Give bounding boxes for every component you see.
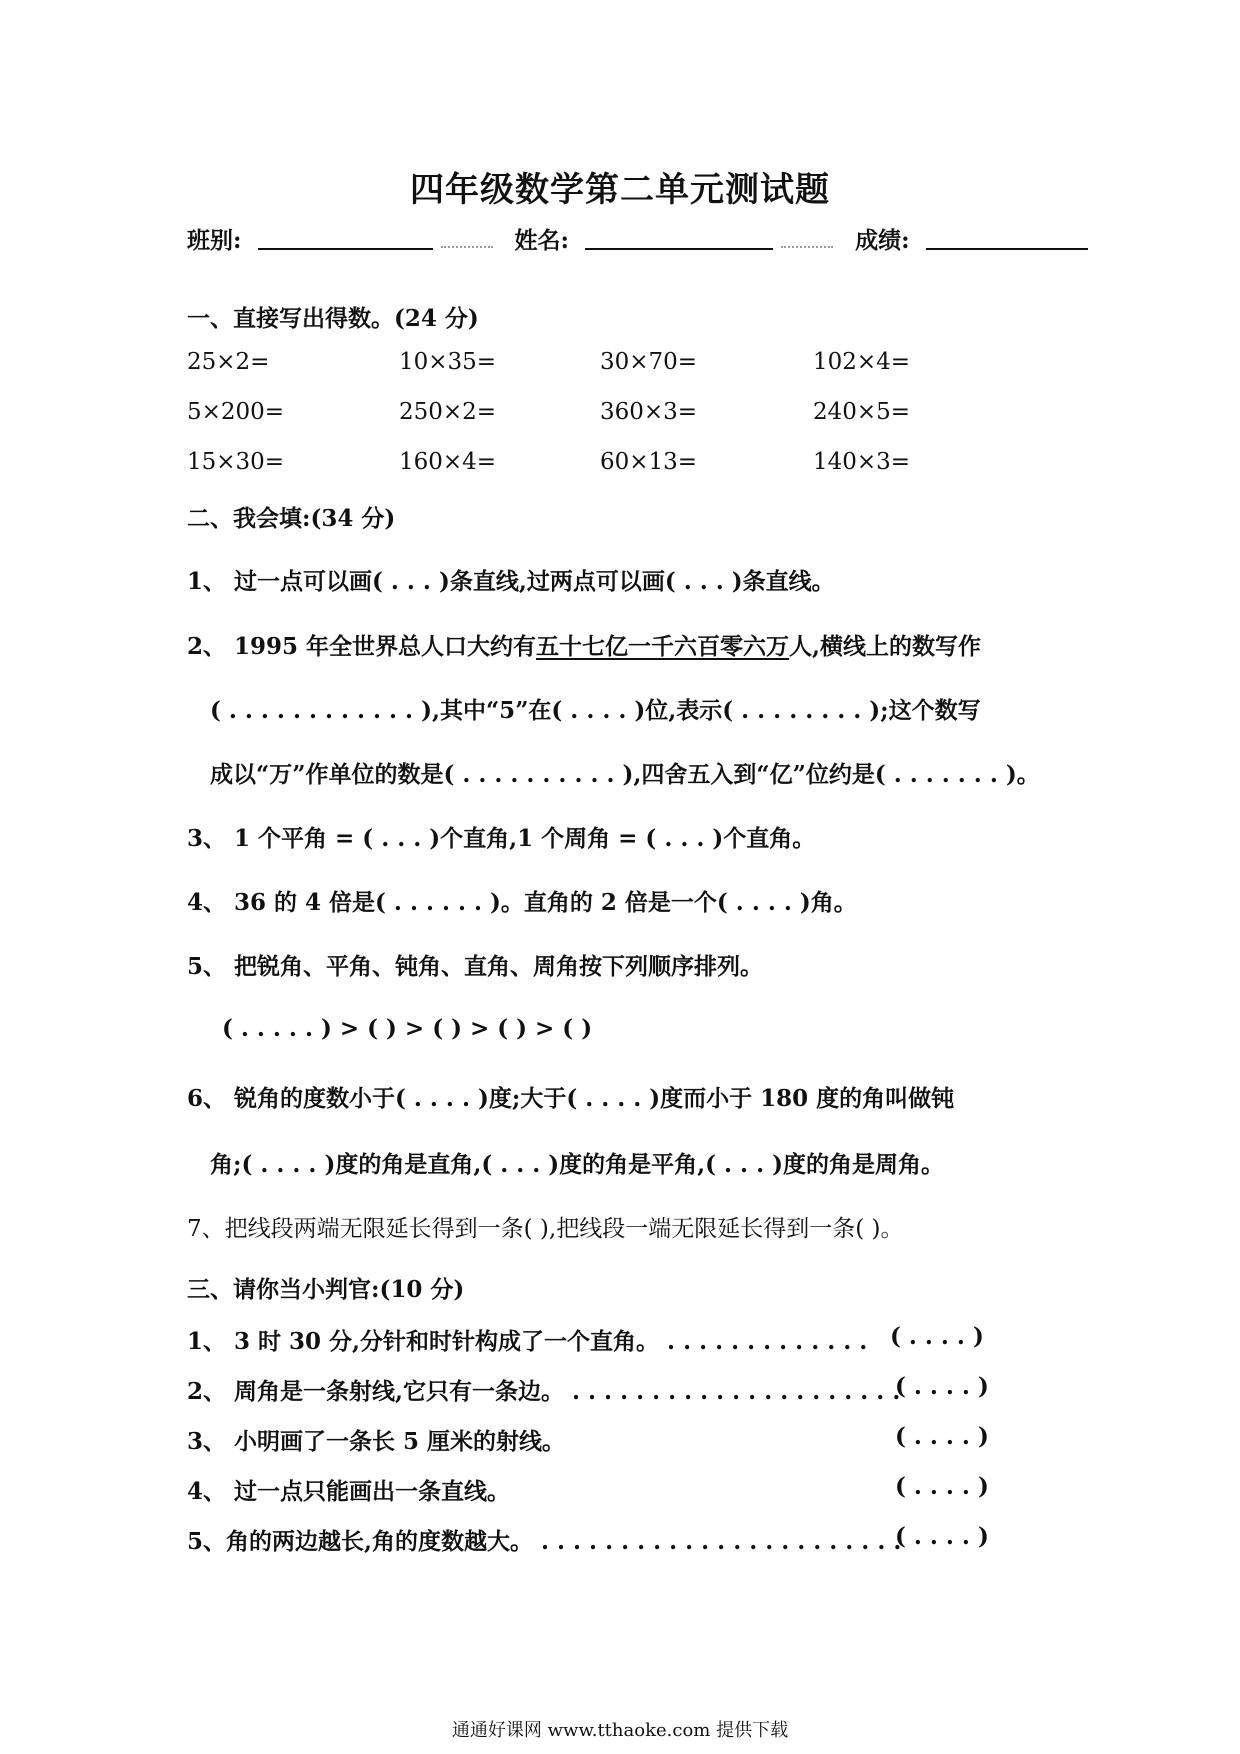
class-field[interactable] xyxy=(258,224,433,250)
judge-bracket[interactable]: ( . . . . ) xyxy=(895,1523,989,1550)
underlined-number: 五十七亿一千六百零六万 xyxy=(536,633,790,660)
judge-item: 4、 过一点只能画出一条直线。 xyxy=(187,1478,511,1505)
section-2-question-3: 3、 1 个平角 = ( . . . )个直角,1 个周角 = ( . . . )个直角。 xyxy=(187,825,816,852)
section-2-question-2-line-3: 成以“万”作单位的数是( . . . . . . . . . . ),四舍五入到“亿”位约是( . . . . . . . )。 xyxy=(210,761,1040,788)
calc-item: 140×3= xyxy=(813,449,911,475)
section-3-heading: 三、请你当小判官:(10 分) xyxy=(187,1276,465,1303)
judge-bracket[interactable]: ( . . . . ) xyxy=(895,1373,989,1400)
name-label: 姓名: xyxy=(514,227,570,254)
score-field[interactable] xyxy=(926,224,1088,250)
section-2-heading: 二、我会填:(34 分) xyxy=(187,505,396,532)
calc-item: 15×30= xyxy=(187,449,285,475)
judge-bracket[interactable]: ( . . . . ) xyxy=(895,1473,989,1500)
calc-item: 240×5= xyxy=(813,399,911,425)
footer-text: 通通好课网 www.tthaoke.com 提供下载 xyxy=(451,1720,789,1741)
calc-item: 10×35= xyxy=(399,349,497,375)
section-2-question-4: 4、 36 的 4 倍是( . . . . . . )。直角的 2 倍是一个( . . . . )角。 xyxy=(187,889,857,916)
name-field[interactable] xyxy=(585,224,773,250)
section-2-ordering-blanks: ( . . . . . ) > ( ) > ( ) > ( ) > ( ) xyxy=(222,1015,593,1042)
section-2-question-6-line-2: 角;( . . . . )度的角是直角,( . . . )度的角是平角,( . . . )度的角是周角。 xyxy=(210,1151,944,1178)
section-1-heading: 一、直接写出得数。(24 分) xyxy=(187,305,479,332)
judge-item: 2、 周角是一条射线,它只有一条边。 . . . . . . . . . . . . . . . . . . . . . xyxy=(187,1378,901,1405)
section-2-question-1: 1、 过一点可以画( . . . )条直线,过两点可以画( . . . )条直线。 xyxy=(187,568,835,595)
judge-bracket[interactable]: ( . . . . ) xyxy=(890,1323,984,1350)
calc-item: 30×70= xyxy=(600,349,698,375)
calc-item: 160×4= xyxy=(399,449,497,475)
score-label: 成绩: xyxy=(855,227,910,254)
section-2-question-2-line-2: ( . . . . . . . . . . . . ),其中“5”在( . . . . )位,表示( . . . . . . . . );这个数写 xyxy=(210,697,981,724)
calc-item: 250×2= xyxy=(399,399,497,425)
judge-bracket[interactable]: ( . . . . ) xyxy=(895,1423,989,1450)
page-title: 四年级数学第二单元测试题 xyxy=(410,170,830,210)
calc-item: 102×4= xyxy=(813,349,911,375)
calc-item: 5×200= xyxy=(187,399,285,425)
calc-item: 25×2= xyxy=(187,349,270,375)
section-2-question-6-line-1: 6、 锐角的度数小于( . . . . )度;大于( . . . . )度而小于 180 度的角叫做钝 xyxy=(187,1085,955,1112)
calc-item: 360×3= xyxy=(600,399,698,425)
judge-item: 3、 小明画了一条长 5 厘米的射线。 xyxy=(187,1428,566,1455)
header-fields xyxy=(187,222,1088,255)
section-2-question-7: 7、把线段两端无限延长得到一条( ),把线段一端无限延长得到一条( )。 xyxy=(187,1216,904,1242)
judge-item: 1、 3 时 30 分,分针和时针构成了一个直角。 . . . . . . . . . . . . . xyxy=(187,1328,868,1355)
judge-item: 5、角的两边越长,角的度数越大。 . . . . . . . . . . . . . . . . . . . . . . . xyxy=(187,1528,902,1555)
calc-item: 60×13= xyxy=(600,449,698,475)
class-label: 班别: xyxy=(187,227,242,254)
section-2-question-2-line-1: 2、 1995 年全世界总人口大约有五十七亿一千六百零六万人,横线上的数写作 xyxy=(187,633,982,660)
section-2-question-5: 5、 把锐角、平角、钝角、直角、周角按下列顺序排列。 xyxy=(187,953,764,980)
